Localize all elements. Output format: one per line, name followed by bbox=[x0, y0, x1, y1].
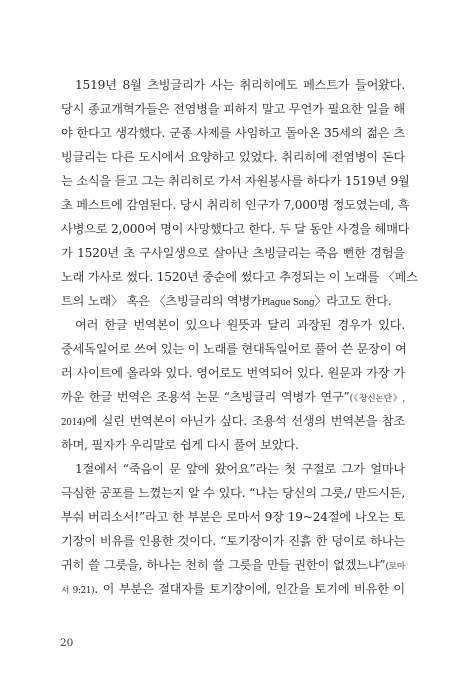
inline-citation: 2014) bbox=[61, 418, 86, 428]
inline-citation: 서 9:21) bbox=[61, 586, 95, 596]
text-segment: 가 1520년 초 구사일생으로 살아난 츠빙글리는 죽음 뻔한 경험을 bbox=[61, 246, 405, 260]
text-segment: 하며, 필자가 우리말로 쉽게 다시 풀어 보았다. bbox=[61, 438, 299, 452]
text-segment: 트의 노래〉 혹은 〈츠빙글리의 역병가 bbox=[61, 294, 262, 308]
text-line bbox=[61, 289, 405, 313]
text-line bbox=[61, 553, 405, 577]
text-line bbox=[75, 73, 405, 97]
text-line bbox=[61, 409, 405, 433]
text-segment: 에 실린 번역본이 아닌가 싶다. 조용석 선생의 번역본을 참조 bbox=[85, 414, 405, 428]
text-segment: . 이 부분은 절대자를 토기장이에, 인간을 토기에 비유한 이 bbox=[94, 582, 405, 596]
text-segment: 는 소식을 듣고 그는 취리히로 가서 자원봉사를 하다가 1519년 9월 bbox=[61, 174, 410, 188]
text-segment: 사병으로 2,000여 명이 사망했다고 한다. 두 달 동안 사경을 헤매다 bbox=[61, 222, 410, 236]
text-segment: 중세독일어로 쓰여 있는 이 노래를 현대독일어로 풀어 쓴 문장이 여 bbox=[61, 342, 407, 356]
text-line bbox=[61, 169, 410, 193]
text-line bbox=[61, 97, 405, 121]
text-line bbox=[61, 529, 405, 553]
text-segment: 〉라고도 한다. bbox=[314, 294, 392, 308]
text-segment: 여러 한글 번역본이 있으나 원뜻과 달리 과장된 경우가 있다. bbox=[75, 318, 405, 332]
inline-citation: (로마 bbox=[385, 562, 405, 572]
text-line bbox=[61, 505, 405, 529]
text-segment: 노래 가사로 썼다. 1520년 중순에 썼다고 추정되는 이 노래를 〈페스 bbox=[61, 270, 418, 284]
text-segment: 야 한다고 생각했다. 군종 사제를 사임하고 돌아온 35세의 젊은 츠 bbox=[61, 126, 405, 140]
text-line bbox=[61, 265, 418, 289]
text-segment: 1절에서 “죽음이 문 앞에 왔어요”라는 첫 구절로 그가 얼마나 bbox=[75, 462, 405, 476]
text-line bbox=[61, 361, 405, 385]
text-segment: 1519년 8월 츠빙글리가 사는 취리히에도 페스트가 들어왔다. bbox=[75, 78, 405, 92]
text-line bbox=[61, 577, 405, 601]
text-segment: 빙글리는 다른 도시에서 요양하고 있었다. 취리히에 전염병이 돈다 bbox=[61, 150, 405, 164]
text-segment: 당시 종교개혁가들은 전염병을 피하지 말고 무언가 필요한 일을 해 bbox=[61, 102, 405, 116]
text-line bbox=[61, 241, 405, 265]
text-segment: 부숴 버리소서!”라고 한 부분은 로마서 9장 19~24절에 나오는 토 bbox=[61, 510, 405, 524]
text-line bbox=[61, 337, 405, 361]
text-line bbox=[61, 385, 405, 409]
text-line bbox=[61, 121, 405, 145]
text-segment: 기장이 비유를 인용한 것이다. “토기장이가 진흙 한 덩이로 하나는 bbox=[61, 534, 405, 548]
text-line bbox=[75, 457, 405, 481]
text-line bbox=[61, 433, 405, 457]
page-number: 20 bbox=[60, 637, 74, 649]
inline-citation: Plague Song bbox=[261, 298, 315, 308]
text-line bbox=[75, 313, 405, 337]
text-line bbox=[61, 481, 405, 505]
text-line bbox=[61, 145, 405, 169]
text-segment: 극심한 공포를 느꼈는지 알 수 있다. “나는 당신의 그릇,/ 만드시든, bbox=[61, 486, 405, 500]
text-line bbox=[61, 217, 410, 241]
text-segment: 귀히 쓸 그릇을, 하나는 천히 쓸 그릇을 만들 권한이 없겠느냐” bbox=[61, 558, 386, 572]
text-segment: 러 사이트에 올라와 있다. 영어로도 번역되어 있다. 원문과 가장 가 bbox=[61, 366, 405, 380]
text-line bbox=[61, 193, 410, 217]
text-segment: 까운 한글 번역은 조용석 논문 “츠빙글리 역병가 연구” bbox=[61, 390, 350, 404]
inline-citation: (《장신논단》, bbox=[349, 394, 405, 404]
text-segment: 초 페스트에 감염된다. 당시 취리히 인구가 7,000명 정도였는데, 흑 bbox=[61, 198, 410, 212]
